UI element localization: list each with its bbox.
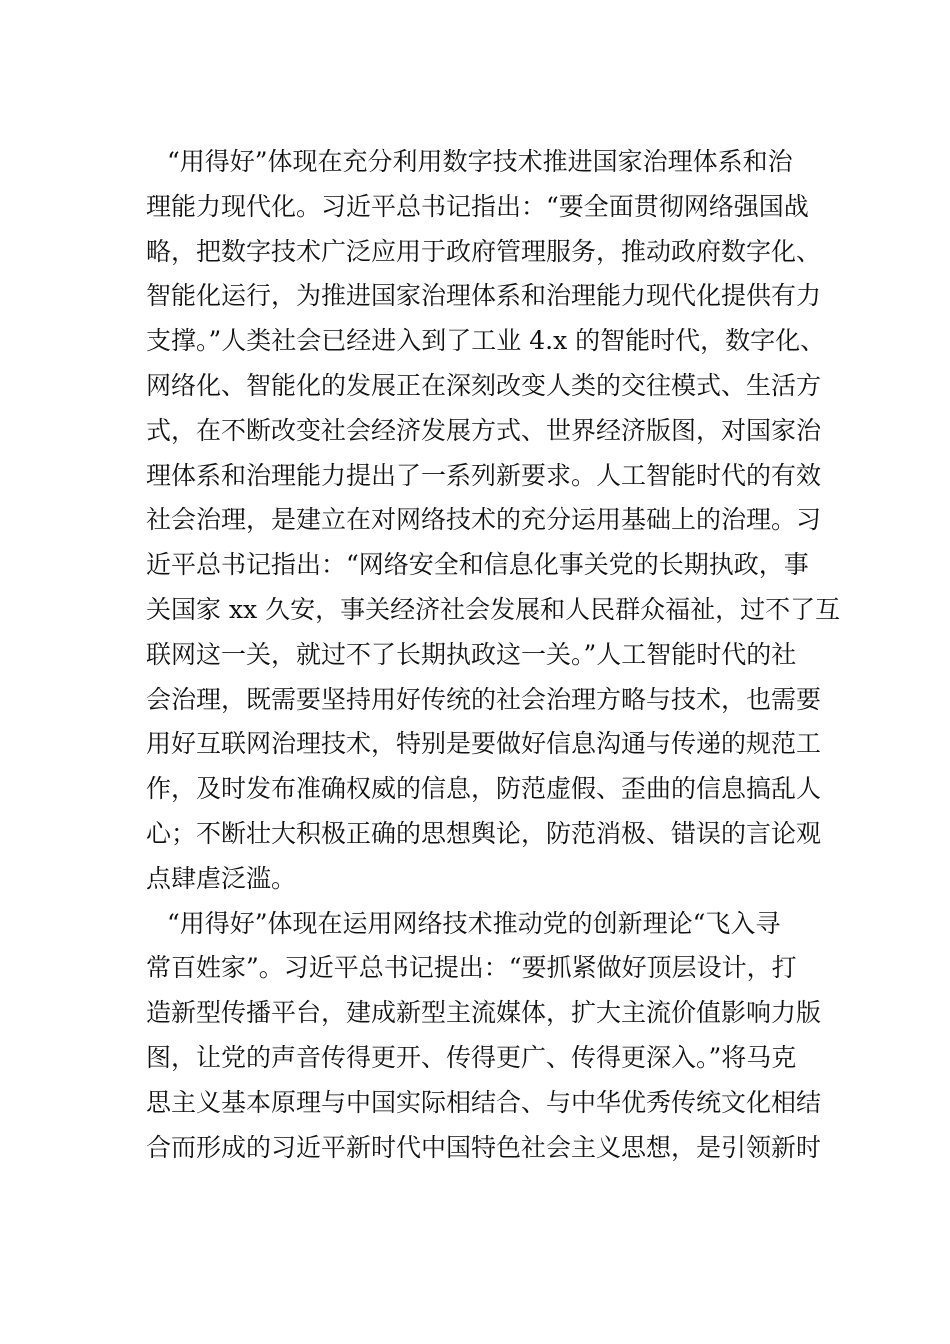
text-line: 近平总书记指出：“网络安全和信息化事关党的长期执政，事	[146, 550, 809, 580]
text-line: “用得好”体现在充分利用数字技术推进国家治理体系和治	[167, 147, 793, 176]
text-line: 联网这一关，就过不了长期执政这一关。”人工智能时代的社	[146, 639, 797, 669]
text-line: 理能力现代化。习近平总书记指出：“要全面贯彻网络强国战	[146, 191, 809, 221]
paragraph-1	[146, 140, 841, 902]
text-line: 社会治理，是建立在对网络技术的充分运用基础上的治理。习	[146, 505, 822, 535]
text-line: 合而形成的习近平新时代中国特色社会主义思想，是引领新时	[146, 1132, 822, 1162]
body-text	[146, 140, 841, 1170]
text-line: 造新型传播平台，建成新型主流媒体，扩大主流价值影响力版	[146, 998, 822, 1028]
text-line: 心；不断壮大积极正确的思想舆论，防范消极、错误的言论观	[146, 818, 822, 848]
text-line: 理体系和治理能力提出了一系列新要求。人工智能时代的有效	[146, 460, 822, 490]
text-line: 智能化运行，为推进国家治理体系和治理能力现代化提供有力	[146, 281, 822, 311]
text-line: 式，在不断改变社会经济发展方式、世界经济版图，对国家治	[146, 415, 822, 445]
text-line: 用好互联网治理技术，特别是要做好信息沟通与传递的规范工	[146, 729, 822, 759]
text-line: 作，及时发布准确权威的信息，防范虚假、歪曲的信息搞乱人	[146, 774, 822, 804]
text-line: “用得好”体现在运用网络技术推动党的创新理论“飞入寻	[167, 908, 781, 938]
text-line: 支撑。”人类社会已经进入到了工业 4.x 的智能时代，数字化、	[146, 326, 826, 356]
text-line: 点肆虐泛滥。	[146, 863, 297, 893]
text-line: 关国家 xx 久安，事关经济社会发展和人民群众福祉，过不了互	[146, 594, 841, 624]
text-line: 略，把数字技术广泛应用于政府管理服务，推动政府数字化、	[146, 236, 822, 266]
paragraph-2	[146, 902, 826, 1171]
text-line: 思主义基本原理与中国实际相结合、与中华优秀传统文化相结	[146, 1087, 822, 1117]
text-line: 常百姓家”。习近平总书记提出：“要抓紧做好顶层设计，打	[146, 953, 797, 983]
text-line: 网络化、智能化的发展正在深刻改变人类的交往模式、生活方	[146, 370, 822, 400]
text-line: 会治理，既需要坚持用好传统的社会治理方略与技术，也需要	[146, 684, 822, 714]
text-line: 图，让党的声音传得更开、传得更广、传得更深入。”将马克	[146, 1042, 797, 1072]
